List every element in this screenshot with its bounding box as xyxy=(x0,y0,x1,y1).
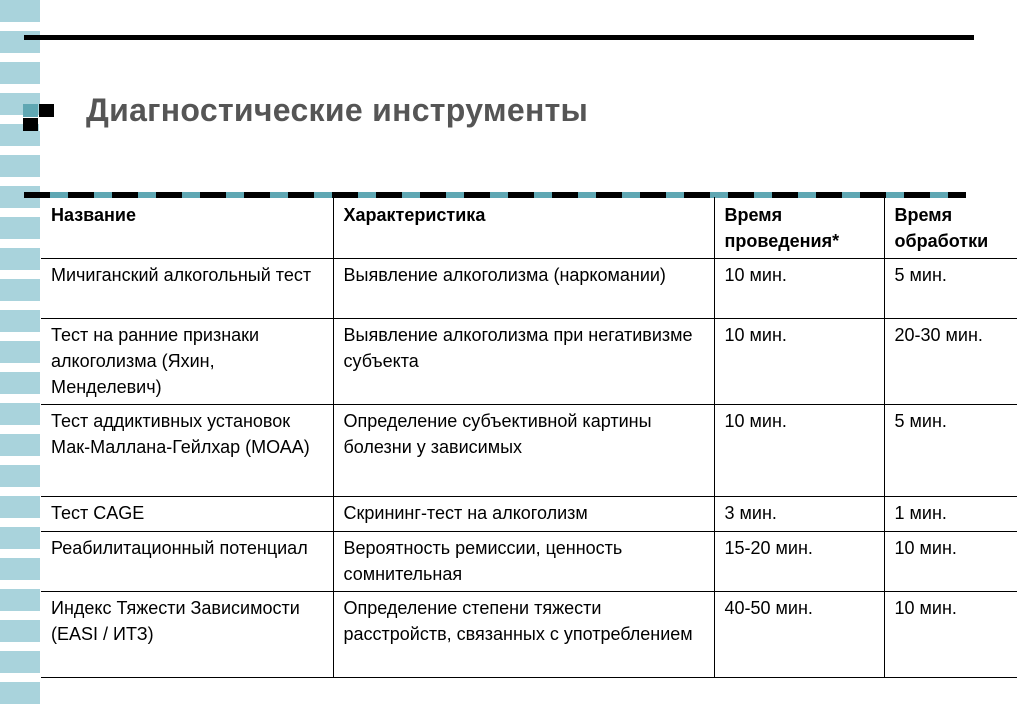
cell-name: Реабилитационный потенциал xyxy=(41,532,333,592)
cell-characteristic: Определение субъективной картины болезни у зависимых xyxy=(333,405,714,497)
cell-processing: 10 мин. xyxy=(884,592,1017,678)
cell-name: Мичиганский алкогольный тест xyxy=(41,259,333,319)
cell-duration: 3 мин. xyxy=(714,497,884,532)
header-processing: Время обработки xyxy=(884,197,1017,259)
cell-duration: 40-50 мин. xyxy=(714,592,884,678)
cell-name: Тест CAGE xyxy=(41,497,333,532)
table-header-row xyxy=(41,197,1017,259)
cell-duration: 15-20 мин. xyxy=(714,532,884,592)
header-characteristic: Характеристика xyxy=(333,197,714,259)
cell-characteristic: Вероятность ремиссии, ценность сомнительная xyxy=(333,532,714,592)
page-title: Диагностические инструменты xyxy=(86,92,589,128)
cell-processing: 5 мин. xyxy=(884,405,1017,497)
header-duration: Время проведения* xyxy=(714,197,884,259)
header-name: Название xyxy=(41,197,333,259)
table-row xyxy=(41,592,1017,678)
instruments-table xyxy=(41,197,1017,678)
table-row xyxy=(41,405,1017,497)
cell-characteristic: Выявление алкоголизма (наркомании) xyxy=(333,259,714,319)
cell-processing: 5 мин. xyxy=(884,259,1017,319)
cell-duration: 10 мин. xyxy=(714,405,884,497)
cell-name: Тест аддиктивных установок Мак-Маллана-Гейлхар (МОАА) xyxy=(41,405,333,497)
table-row xyxy=(41,532,1017,592)
table-row xyxy=(41,497,1017,532)
cell-duration: 10 мин. xyxy=(714,259,884,319)
top-rule xyxy=(24,35,974,40)
cell-characteristic: Определение степени тяжести расстройств, связанных с употреблением xyxy=(333,592,714,678)
cell-duration: 10 мин. xyxy=(714,319,884,405)
title-bullet-icon xyxy=(23,104,57,132)
cell-characteristic: Скрининг-тест на алкоголизм xyxy=(333,497,714,532)
cell-processing: 20-30 мин. xyxy=(884,319,1017,405)
cell-processing: 10 мин. xyxy=(884,532,1017,592)
table-row xyxy=(41,259,1017,319)
cell-processing: 1 мин. xyxy=(884,497,1017,532)
table-row xyxy=(41,319,1017,405)
cell-characteristic: Выявление алкоголизма при негативизме субъекта xyxy=(333,319,714,405)
cell-name: Тест на ранние признаки алкоголизма (Яхин, Менделевич) xyxy=(41,319,333,405)
cell-name: Индекс Тяжести Зависимости (EASI / ИТЗ) xyxy=(41,592,333,678)
